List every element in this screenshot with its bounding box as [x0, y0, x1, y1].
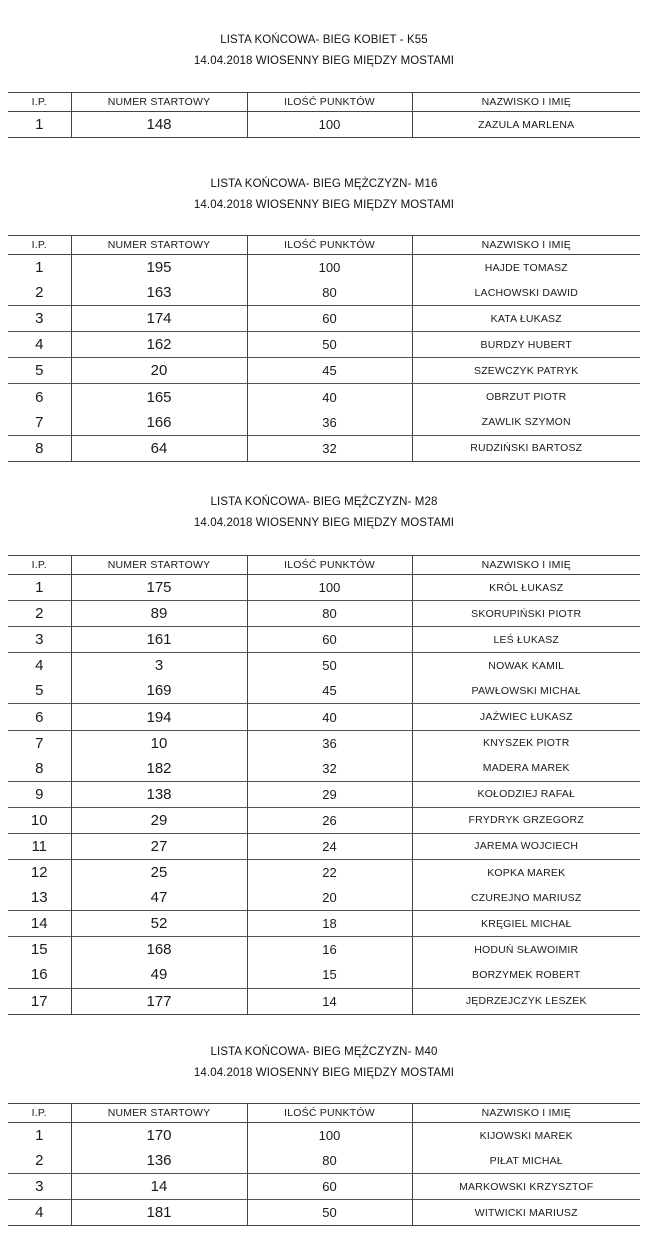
cell-nazwisko: MARKOWSKI KRZYSZTOF	[412, 1174, 640, 1200]
cell-lp: 1	[8, 112, 71, 138]
table-row	[8, 1200, 640, 1226]
cell-nazwisko: SZEWCZYK PATRYK	[412, 358, 640, 384]
cell-lp: 6	[8, 704, 71, 730]
cell-lp: 17	[8, 988, 71, 1014]
section-subtitle: 14.04.2018 WIOSENNY BIEG MIĘDZY MOSTAMI	[193, 199, 455, 211]
table-row	[8, 384, 640, 410]
cell-lp: 3	[8, 306, 71, 332]
cell-lp: 8	[35, 759, 44, 777]
header-ilosc-punktow: ILOŚĆ PUNKTÓW	[247, 93, 412, 112]
cell-numer: 163	[71, 280, 247, 306]
table-row	[8, 988, 640, 1014]
cell-numer: 49	[71, 962, 247, 988]
table-row	[8, 730, 640, 756]
results-table-m28	[8, 555, 640, 1015]
cell-punkty: 80	[247, 601, 412, 627]
table-row	[8, 807, 640, 833]
cell-numer: 194	[71, 704, 247, 730]
table-row	[8, 575, 640, 601]
cell-numer: 165	[71, 384, 247, 410]
header-lp: I.P.	[8, 1104, 71, 1123]
header-numer-startowy: NUMER STARTOWY	[71, 93, 247, 112]
cell-nazwisko: HAJDE TOMASZ	[412, 255, 640, 281]
cell-nazwisko: ZAWLIK SZYMON	[412, 410, 640, 436]
table-row	[8, 410, 640, 436]
results-table-m16	[8, 235, 640, 462]
cell-lp: 6	[8, 384, 71, 410]
cell-numer: 174	[71, 306, 247, 332]
header-ilosc-punktow: ILOŚĆ PUNKTÓW	[247, 236, 412, 255]
cell-punkty: 36	[247, 410, 412, 436]
table-row	[8, 255, 640, 281]
cell-punkty: 40	[247, 384, 412, 410]
cell-punkty: 60	[247, 627, 412, 653]
table-row	[8, 1123, 640, 1149]
cell-nazwisko: KRĘGIEL MICHAŁ	[412, 911, 640, 937]
table-row	[8, 833, 640, 859]
header-ilosc-punktow: ILOŚĆ PUNKTÓW	[247, 556, 412, 575]
cell-punkty: 100	[247, 255, 412, 281]
cell-punkty: 100	[247, 112, 412, 138]
header-lp: I.P.	[8, 236, 71, 255]
cell-lp: 4	[8, 653, 71, 679]
section-subtitle: 14.04.2018 WIOSENNY BIEG MIĘDZY MOSTAMI	[193, 55, 455, 67]
cell-punkty: 50	[247, 332, 412, 358]
cell-punkty: 40	[247, 704, 412, 730]
cell-lp: 3	[8, 1174, 71, 1200]
table-row	[8, 937, 640, 963]
cell-lp: 13	[30, 889, 48, 907]
cell-nazwisko: JĘDRZEJCZYK LESZEK	[412, 988, 640, 1014]
cell-nazwisko: BURDZY HUBERT	[412, 332, 640, 358]
cell-lp: 5	[35, 682, 44, 700]
section-m40	[0, 1042, 648, 1222]
cell-lp: 9	[8, 781, 71, 807]
header-nazwisko-imie: NAZWISKO I IMIĘ	[412, 1104, 640, 1123]
cell-nazwisko: LACHOWSKI DAWID	[412, 280, 640, 306]
cell-nazwisko: RUDZIŃSKI BARTOSZ	[412, 435, 640, 461]
cell-lp: 11	[8, 833, 71, 859]
cell-nazwisko: BORZYMEK ROBERT	[412, 962, 640, 988]
table-row	[8, 332, 640, 358]
cell-punkty: 60	[247, 1174, 412, 1200]
cell-nazwisko: KIJOWSKI MAREK	[412, 1123, 640, 1149]
cell-numer: 10	[71, 730, 247, 756]
cell-nazwisko: JAŹWIEC ŁUKASZ	[412, 704, 640, 730]
cell-numer: 166	[71, 410, 247, 436]
header-numer-startowy: NUMER STARTOWY	[71, 556, 247, 575]
cell-punkty: 26	[247, 807, 412, 833]
cell-lp: 3	[8, 627, 71, 653]
cell-punkty: 32	[247, 756, 412, 782]
cell-punkty: 45	[247, 678, 412, 704]
header-nazwisko-imie: NAZWISKO I IMIĘ	[412, 236, 640, 255]
table-row	[8, 860, 640, 886]
cell-lp: 7	[35, 413, 44, 431]
cell-nazwisko: PIŁAT MICHAŁ	[412, 1148, 640, 1174]
cell-nazwisko: PAWŁOWSKI MICHAŁ	[412, 678, 640, 704]
cell-lp: 4	[8, 1200, 71, 1226]
cell-lp: 1	[35, 259, 44, 277]
cell-numer: 169	[71, 678, 247, 704]
cell-numer: 195	[71, 255, 247, 281]
cell-punkty: 32	[247, 435, 412, 461]
cell-numer: 136	[71, 1148, 247, 1174]
cell-numer: 161	[71, 627, 247, 653]
cell-punkty: 100	[247, 575, 412, 601]
table-row	[8, 653, 640, 679]
cell-lp: 15	[8, 937, 71, 963]
section-title: LISTA KOŃCOWA- BIEG MĘŻCZYZN- M28	[210, 496, 438, 508]
cell-lp: 5	[8, 358, 71, 384]
cell-nazwisko: HODUŃ SŁAWOIMIR	[412, 937, 640, 963]
cell-numer: 27	[71, 833, 247, 859]
cell-nazwisko: LEŚ ŁUKASZ	[412, 627, 640, 653]
results-table-k55	[8, 92, 640, 138]
cell-lp: 8	[8, 435, 71, 461]
cell-lp: 4	[8, 332, 71, 358]
table-row	[8, 962, 640, 988]
cell-numer: 52	[71, 911, 247, 937]
cell-punkty: 20	[247, 885, 412, 911]
cell-punkty: 36	[247, 730, 412, 756]
cell-lp: 2	[35, 284, 44, 302]
table-row	[8, 1174, 640, 1200]
section-subtitle: 14.04.2018 WIOSENNY BIEG MIĘDZY MOSTAMI	[193, 1067, 455, 1079]
table-row	[8, 885, 640, 911]
cell-punkty: 50	[247, 653, 412, 679]
cell-nazwisko: KATA ŁUKASZ	[412, 306, 640, 332]
cell-lp: 12	[8, 860, 71, 886]
cell-punkty: 80	[247, 1148, 412, 1174]
cell-punkty: 50	[247, 1200, 412, 1226]
section-m16	[0, 174, 648, 457]
cell-numer: 162	[71, 332, 247, 358]
cell-lp: 10	[8, 807, 71, 833]
cell-numer: 168	[71, 937, 247, 963]
cell-numer: 177	[71, 988, 247, 1014]
cell-nazwisko: KOPKA MAREK	[412, 860, 640, 886]
cell-lp: 2	[35, 1152, 44, 1170]
table-row	[8, 678, 640, 704]
cell-punkty: 45	[247, 358, 412, 384]
results-table-m40	[8, 1103, 640, 1226]
cell-punkty: 16	[247, 937, 412, 963]
table-row	[8, 358, 640, 384]
cell-punkty: 100	[247, 1123, 412, 1149]
cell-punkty: 24	[247, 833, 412, 859]
cell-nazwisko: NOWAK KAMIL	[412, 653, 640, 679]
table-row	[8, 112, 640, 138]
table-row	[8, 911, 640, 937]
header-lp: I.P.	[8, 93, 71, 112]
cell-punkty: 15	[247, 962, 412, 988]
cell-punkty: 14	[247, 988, 412, 1014]
header-ilosc-punktow: ILOŚĆ PUNKTÓW	[247, 1104, 412, 1123]
cell-nazwisko: JAREMA WOJCIECH	[412, 833, 640, 859]
cell-numer: 47	[71, 885, 247, 911]
cell-punkty: 80	[247, 280, 412, 306]
cell-nazwisko: FRYDRYK GRZEGORZ	[412, 807, 640, 833]
cell-nazwisko: MADERA MAREK	[412, 756, 640, 782]
table-row	[8, 627, 640, 653]
cell-numer: 181	[71, 1200, 247, 1226]
table-row	[8, 756, 640, 782]
header-nazwisko-imie: NAZWISKO I IMIĘ	[412, 556, 640, 575]
table-row	[8, 306, 640, 332]
table-row	[8, 435, 640, 461]
cell-numer: 182	[71, 756, 247, 782]
section-m28	[0, 492, 648, 1010]
cell-numer: 89	[71, 601, 247, 627]
cell-nazwisko: ZAZULA MARLENA	[412, 112, 640, 138]
cell-lp: 1	[35, 1127, 44, 1145]
section-title: LISTA KOŃCOWA- BIEG MĘŻCZYZN- M40	[210, 1046, 438, 1058]
cell-nazwisko: KRÓL ŁUKASZ	[412, 575, 640, 601]
cell-lp: 2	[8, 601, 71, 627]
cell-nazwisko: KOŁODZIEJ RAFAŁ	[412, 781, 640, 807]
header-numer-startowy: NUMER STARTOWY	[71, 1104, 247, 1123]
table-row	[8, 601, 640, 627]
cell-numer: 29	[71, 807, 247, 833]
cell-nazwisko: WITWICKI MARIUSZ	[412, 1200, 640, 1226]
cell-punkty: 60	[247, 306, 412, 332]
cell-numer: 14	[71, 1174, 247, 1200]
cell-numer: 170	[71, 1123, 247, 1149]
cell-punkty: 22	[247, 860, 412, 886]
cell-nazwisko: OBRZUT PIOTR	[412, 384, 640, 410]
cell-numer: 138	[71, 781, 247, 807]
table-row	[8, 781, 640, 807]
cell-lp: 14	[8, 911, 71, 937]
cell-nazwisko: CZUREJNO MARIUSZ	[412, 885, 640, 911]
cell-numer: 175	[71, 575, 247, 601]
cell-lp: 7	[8, 730, 71, 756]
cell-numer: 148	[71, 112, 247, 138]
cell-numer: 25	[71, 860, 247, 886]
cell-nazwisko: KNYSZEK PIOTR	[412, 730, 640, 756]
cell-lp: 1	[35, 579, 44, 597]
cell-lp: 16	[30, 966, 48, 984]
header-lp: I.P.	[8, 556, 71, 575]
table-row	[8, 704, 640, 730]
section-title: LISTA KOŃCOWA- BIEG MĘŻCZYZN- M16	[210, 178, 438, 190]
cell-punkty: 18	[247, 911, 412, 937]
section-subtitle: 14.04.2018 WIOSENNY BIEG MIĘDZY MOSTAMI	[193, 517, 455, 529]
header-numer-startowy: NUMER STARTOWY	[71, 236, 247, 255]
header-nazwisko-imie: NAZWISKO I IMIĘ	[412, 93, 640, 112]
cell-numer: 3	[71, 653, 247, 679]
cell-numer: 64	[71, 435, 247, 461]
table-row	[8, 280, 640, 306]
section-k55	[0, 30, 648, 134]
table-row	[8, 1148, 640, 1174]
cell-punkty: 29	[247, 781, 412, 807]
cell-numer: 20	[71, 358, 247, 384]
cell-nazwisko: SKORUPIŃSKI PIOTR	[412, 601, 640, 627]
section-title: LISTA KOŃCOWA- BIEG KOBIET - K55	[220, 34, 428, 46]
